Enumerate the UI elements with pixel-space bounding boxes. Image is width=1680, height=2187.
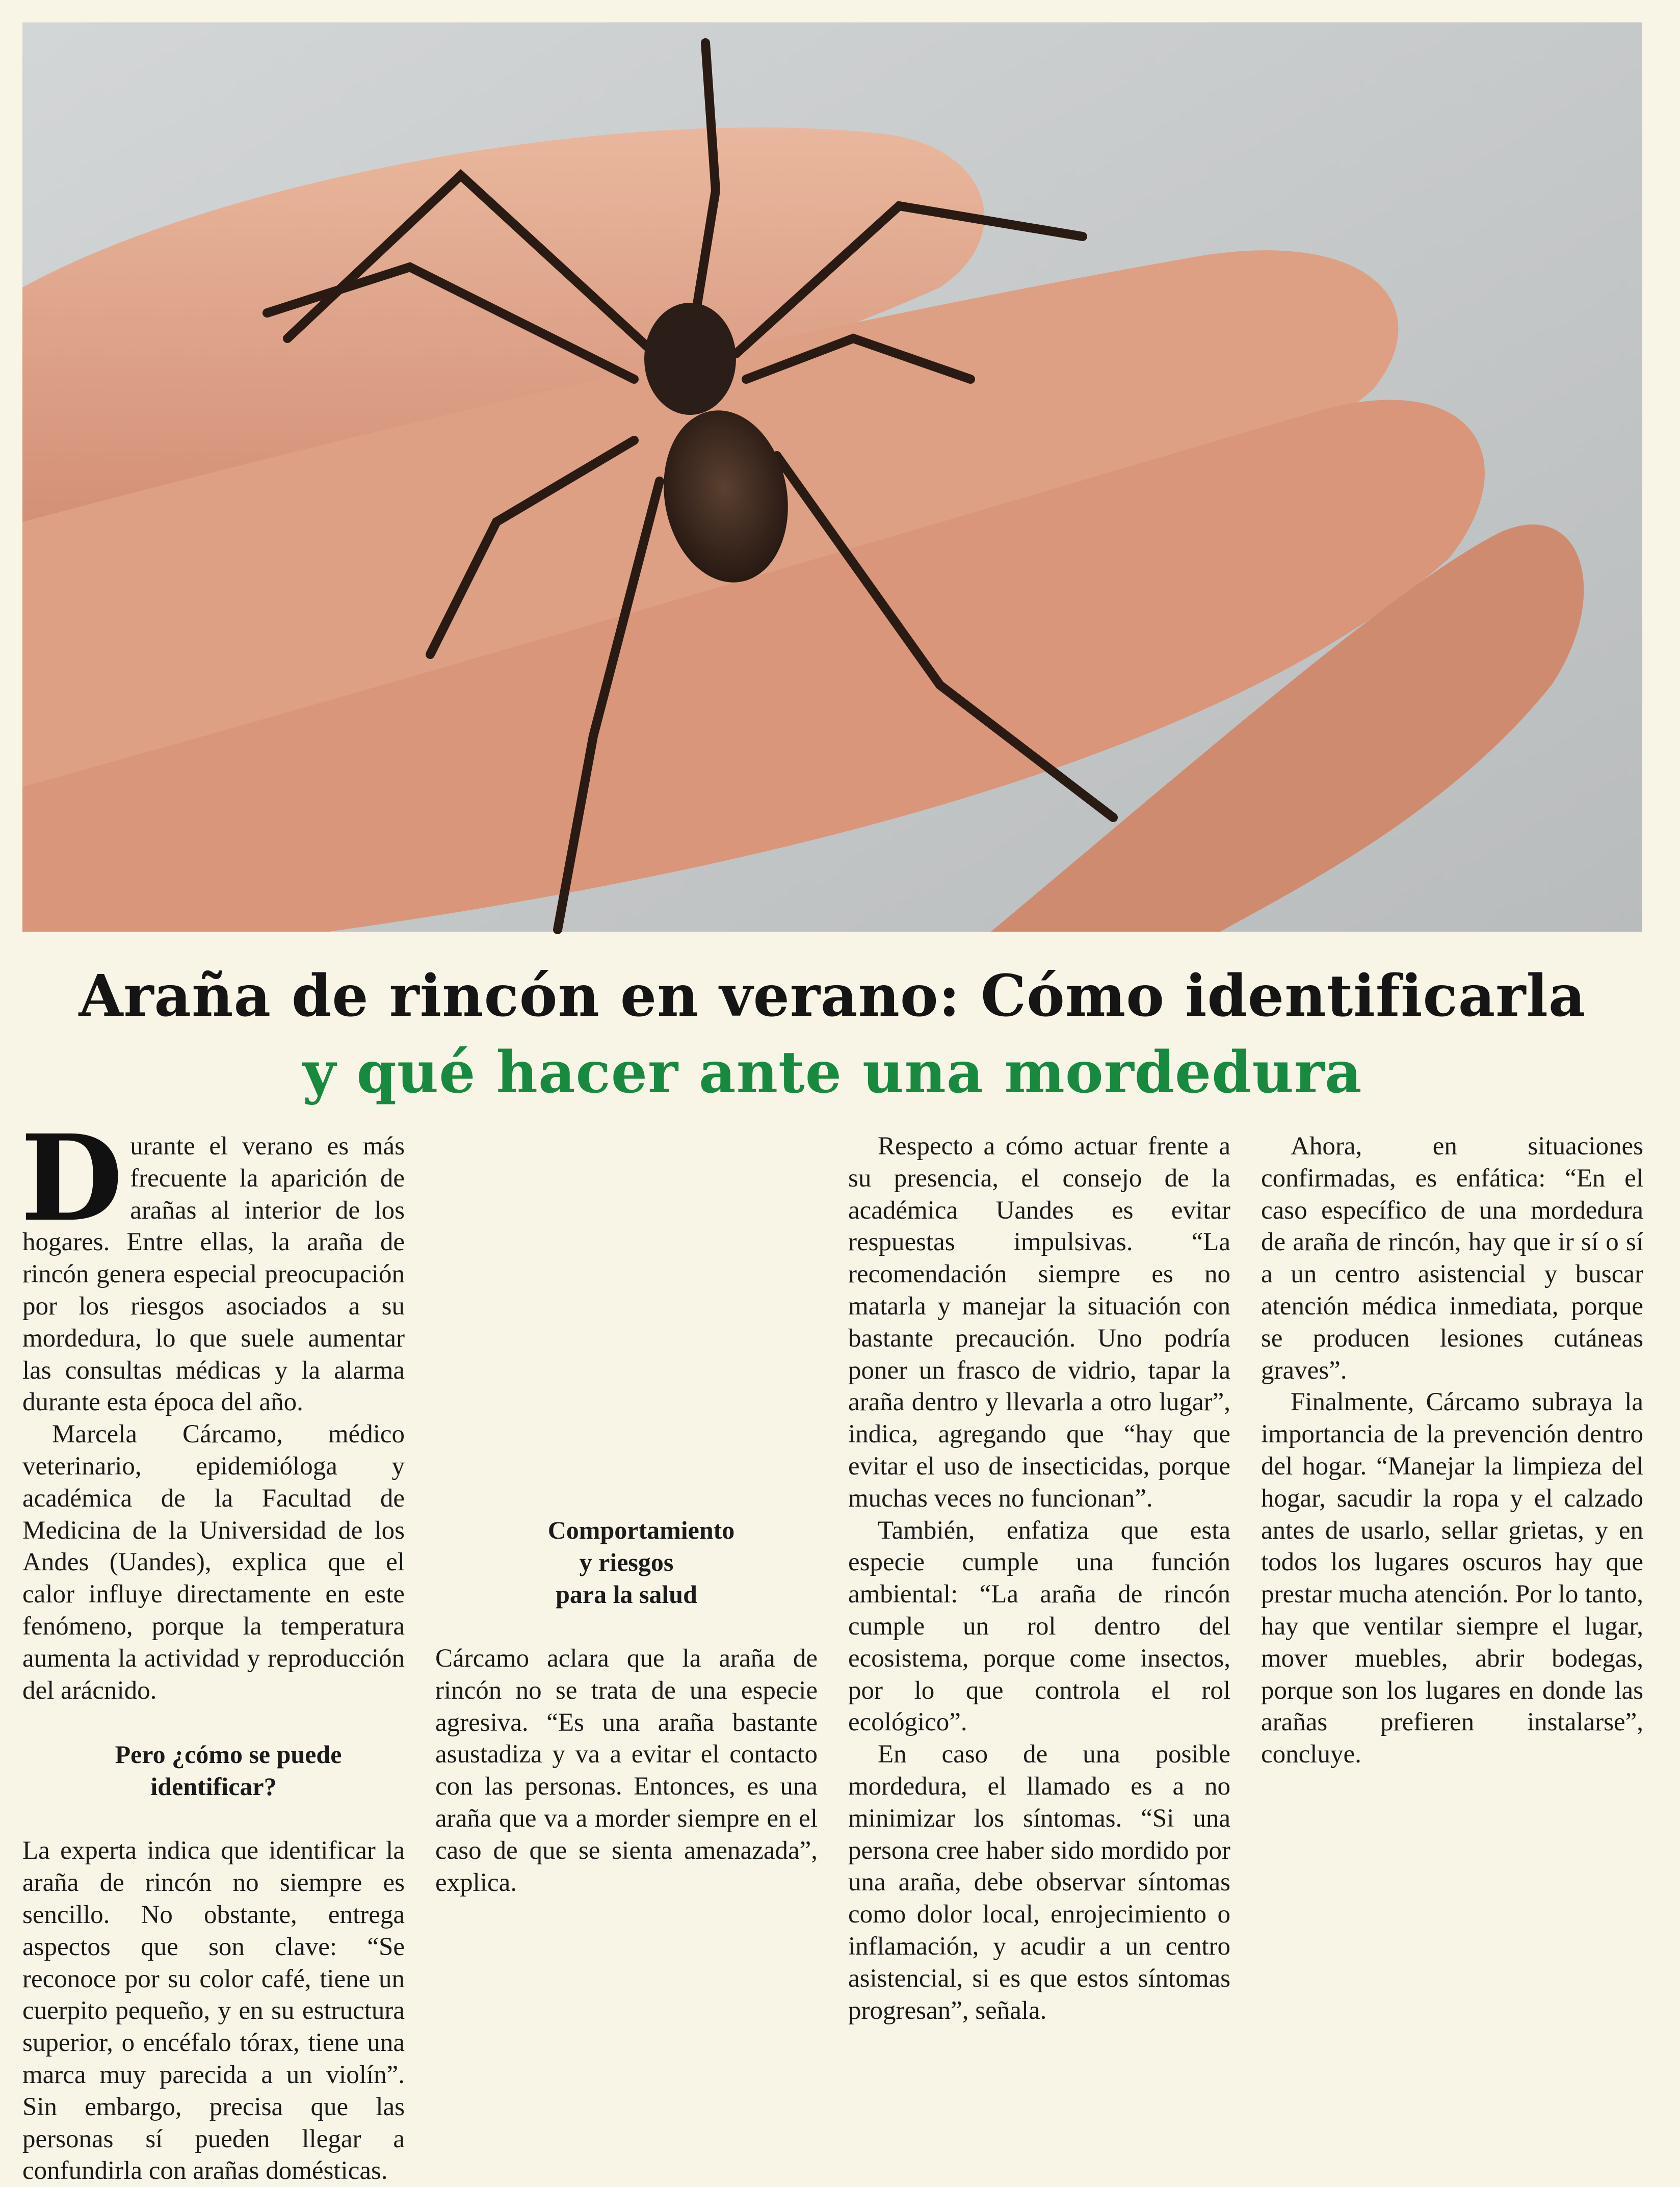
article-paragraph — [20, 1109, 405, 1418]
article-column-3 — [848, 1130, 1230, 2025]
article-column-2 — [435, 1130, 818, 1987]
subheading-line: y riesgos — [579, 1548, 674, 1576]
article-paragraph: También, enfatiza que esta especie cumple una función ambiental: “La araña de rincón cumple un rol dentro del ecosistema, porque come insectos, por lo que controla el rol ecológico”. — [848, 1516, 1230, 1737]
subheading-line: Pero ¿cómo se puede — [115, 1740, 342, 1769]
article-paragraph: Marcela Cárcamo, médico veterinario, epidemióloga y académica de la Facultad de Medicina de la Universidad de los Andes (Uandes), explica que el calor influye directamente en este fenómeno, porque la temperatura aumenta la actividad y reproducción del arácnido. — [22, 1420, 405, 1705]
drop-cap: D — [20, 1109, 123, 1248]
article-column-1 — [20, 1109, 405, 2185]
article-paragraph: Finalmente, Cárcamo subraya la importancia de la prevención dentro del hogar. “Manejar la limpieza del hogar, sacudir la ropa y el calzado antes de usarlo, sellar grietas, y en todos los lugares oscuros hay que prestar mucha atención. Por lo tanto, hay que ventilar siempre el lugar, mover muebles, abrir bodegas, porque son los lugares en donde las arañas prefieren instalarse”, concluye. — [1261, 1388, 1643, 1769]
headline-line-1: Araña de rincón en verano: Cómo identificarla — [78, 963, 1586, 1030]
spider-on-hand-photo — [22, 22, 1642, 932]
headline-line-2: y qué hacer ante una mordedura — [302, 1039, 1362, 1106]
paragraph-text: urante el verano es más frecuente la aparición de arañas al interior de los hogares. Entre ellas, la araña de rincón genera especial preocupación por los riesgos asociados a su mordedura, lo que suele aumentar las consultas médicas y la alarma durante esta época del año. — [22, 1132, 405, 1417]
article-paragraph: En caso de una posible mordedura, el llamado es a no minimizar los síntomas. “Si una persona cree haber sido mordido por una araña, debe observar síntomas como dolor local, enrojecimiento o inflamación, y acudir a un centro asistencial, si es que estos síntomas progresan”, señala. — [848, 1740, 1230, 2025]
subheading-identify — [22, 1738, 405, 1803]
article-paragraph: Ahora, en situaciones confirmadas, es enfática: “En el caso específico de una mordedura de araña de rincón, hay que ir sí o sí a un centro asistencial y buscar atención médica inmediata, porque se producen lesiones cutáneas graves”. — [1261, 1132, 1643, 1385]
spider-illustration — [22, 22, 1642, 932]
subheading-line: Comportamiento — [547, 1516, 735, 1544]
article-paragraph: Respecto a cómo actuar frente a su presencia, el consejo de la académica Uandes es evitar respuestas impulsivas. “La recomendación siempre es no matarla y manejar la situación con bastante precaución. Uno podría poner un frasco de vidrio, tapar la araña dentro y llevarla a otro lugar”, indica, agregando que “hay que evitar el uso de insecticidas, porque muchas veces no funcionan”. — [848, 1132, 1230, 1513]
subheading-line: identificar? — [150, 1772, 277, 1801]
article-paragraph: La experta indica que identificar la araña de rincón no siempre es sencillo. No obstante, entrega aspectos que son clave: “Se reconoce por su color café, tiene un cuerpito pequeño, y en su estructura superior, o encéfalo tórax, tiene una marca muy parecida a un violín”. Sin embargo, precisa que las personas sí pueden llegar a confundirla con arañas domésticas. — [22, 1836, 405, 2185]
article-column-4 — [1261, 1130, 1643, 1987]
headline — [22, 958, 1642, 1111]
subheading-line: para la salud — [556, 1580, 697, 1609]
article-paragraph: Cárcamo aclara que la araña de rincón no se trata de una especie agresiva. “Es una araña bastante asustadiza y va a evitar el contacto con las personas. Entonces, es una araña que va a morder siempre en el caso de que se sienta amenazada”, explica. — [435, 1644, 818, 1897]
subheading-behavior — [435, 1514, 818, 1611]
